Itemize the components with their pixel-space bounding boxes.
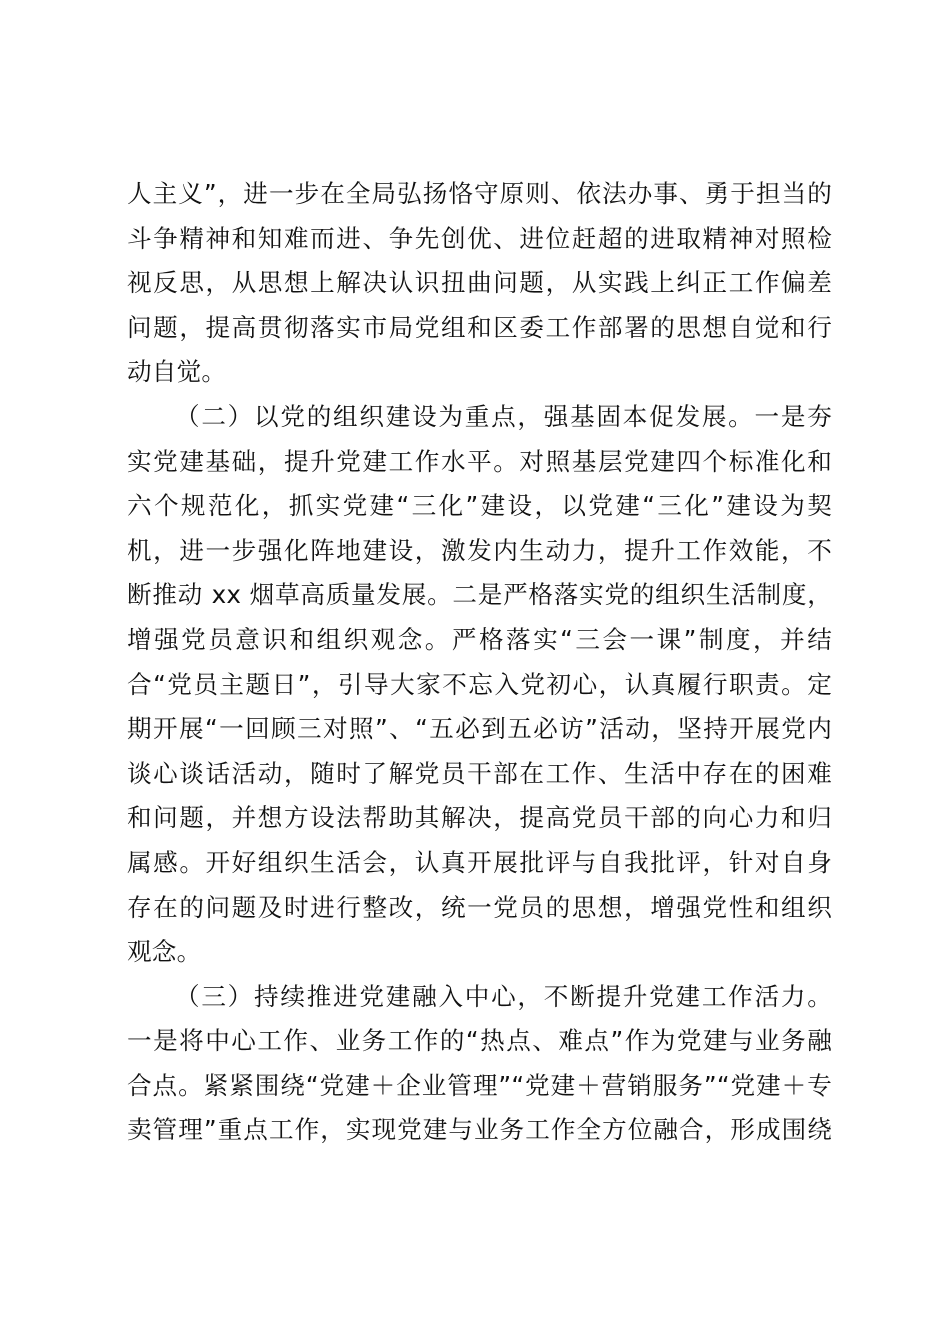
text-line: 和问题，并想方设法帮助其解决，提高党员干部的向心力和归 xyxy=(127,803,832,833)
text-line: 实党建基础，提升党建工作水平。对照基层党建四个标准化和 xyxy=(127,446,832,476)
text-line: 断推动 xx 烟草高质量发展。二是严格落实党的组织生活制度， xyxy=(127,580,832,610)
text-line: 问题，提高贯彻落实市局党组和区委工作部署的思想自觉和行 xyxy=(127,312,832,342)
text-line: 存在的问题及时进行整改，统一党员的思想，增强党性和组织 xyxy=(127,892,832,922)
text-line: （三）持续推进党建融入中心，不断提升党建工作活力。 xyxy=(175,981,832,1011)
paragraph-2 xyxy=(127,395,832,975)
paragraph-1 xyxy=(127,172,832,395)
text-line: 合点。紧紧围绕“党建＋企业管理”“党建＋营销服务”“党建＋专 xyxy=(127,1070,832,1100)
text-line: （二）以党的组织建设为重点，强基固本促发展。一是夯 xyxy=(175,401,832,431)
text-line: 一是将中心工作、业务工作的“热点、难点”作为党建与业务融 xyxy=(127,1026,832,1056)
text-line: 谈心谈话活动，随时了解党员干部在工作、生活中存在的困难 xyxy=(127,758,832,788)
text-line: 视反思，从思想上解决认识扭曲问题，从实践上纠正工作偏差 xyxy=(127,268,832,298)
paragraph-3 xyxy=(127,975,832,1153)
text-line: 卖管理”重点工作，实现党建与业务工作全方位融合，形成围绕 xyxy=(127,1115,832,1145)
text-line: 六个规范化，抓实党建“三化”建设，以党建“三化”建设为契 xyxy=(127,491,832,521)
text-line: 人主义”，进一步在全局弘扬恪守原则、依法办事、勇于担当的 xyxy=(127,179,832,208)
text-line: 期开展“一回顾三对照”、“五必到五必访”活动，坚持开展党内 xyxy=(127,714,832,744)
text-line: 动自觉。 xyxy=(127,357,227,387)
text-line: 斗争精神和知难而进、争先创优、进位赶超的进取精神对照检 xyxy=(127,223,832,253)
text-line: 合“党员主题日”，引导大家不忘入党初心，认真履行职责。定 xyxy=(127,669,832,699)
text-line: 机，进一步强化阵地建设，激发内生动力，提升工作效能，不 xyxy=(127,535,832,565)
document-body xyxy=(127,172,832,1153)
text-line: 属感。开好组织生活会，认真开展批评与自我批评，针对自身 xyxy=(127,847,832,877)
text-line: 观念。 xyxy=(127,937,202,967)
text-line: 增强党员意识和组织观念。严格落实“三会一课”制度，并结 xyxy=(127,624,832,654)
